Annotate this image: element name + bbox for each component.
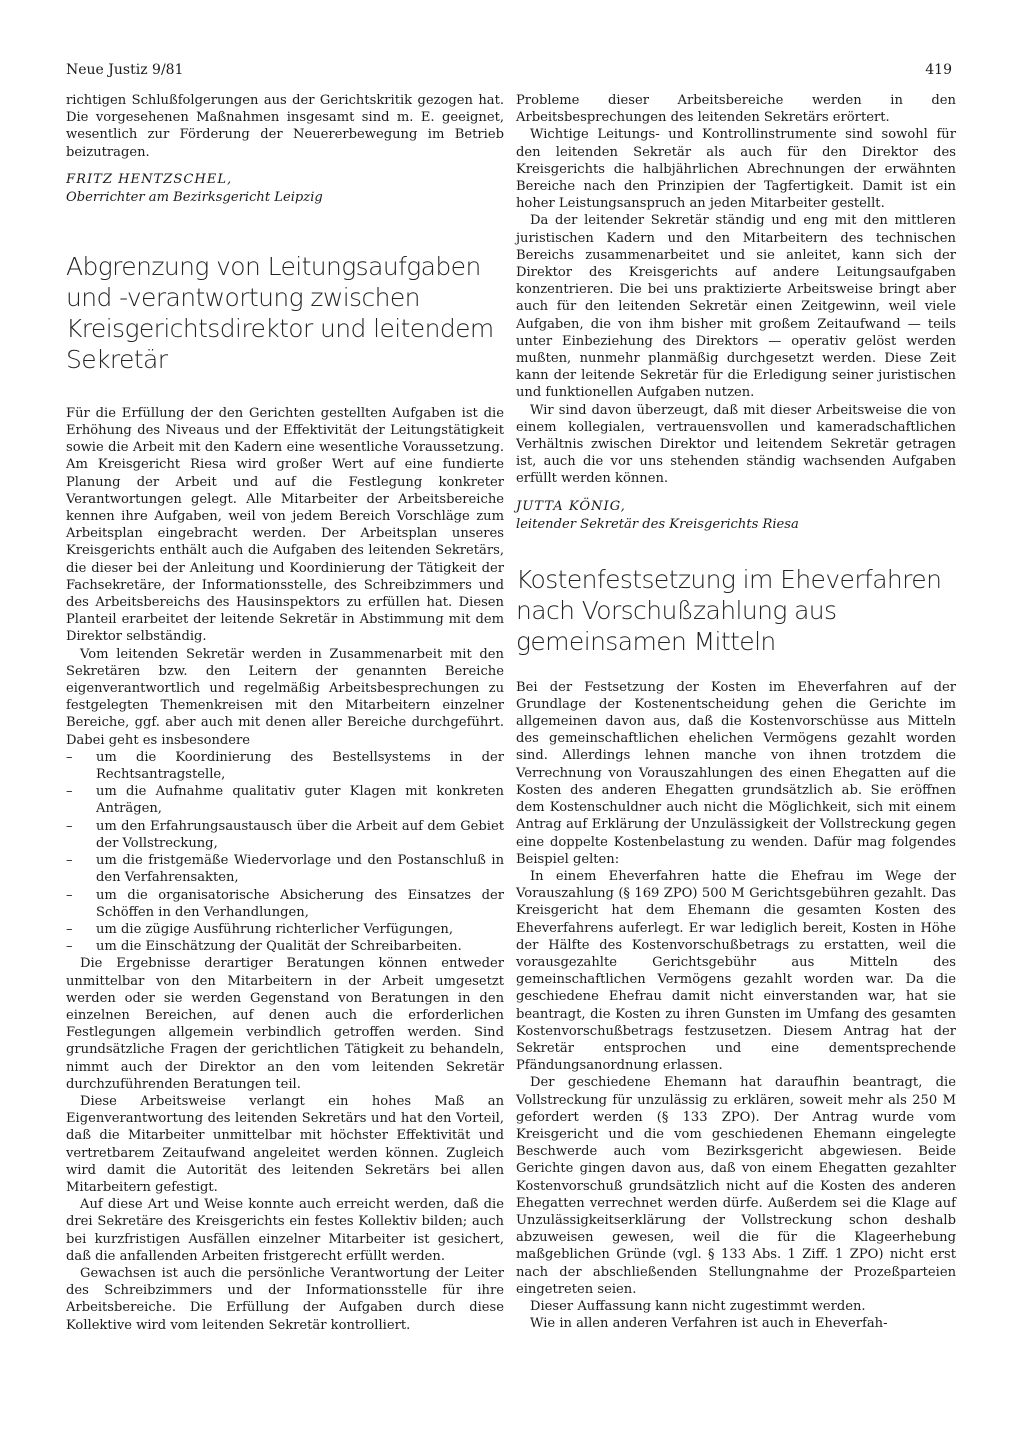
paragraph: Probleme dieser Arbeitsbereiche werden in den Arbeitsbesprechungen des leitenden Sekretärs erörtert. [516,93,956,126]
running-header [66,62,952,82]
author-role: leitender Sekretär des Kreisgerichts Riesa [516,516,799,532]
journal-issue: Neue Justiz 9/81 [66,62,184,78]
paragraph: Diese Arbeitsweise verlangt ein hohes Maß an Eigenverantwortung des leitenden Sekretärs und hat den Vorteil, daß die Mitarbeiter unmittelbar mit höchster Effektivität und vertretbarem Zeitaufwand angeleitet werden können. Zugleich wird damit die Autorität des leitenden Sekretärs bei allen Mitarbeitern gefestigt. [66,1093,504,1195]
list-item: – um die zügige Ausführung richterlicher Verfügungen, [66,921,504,938]
list-item: – um die organisatorische Absicherung des Einsatzes der Schöffen in den Verhandlungen, [66,887,504,921]
author-name: FRITZ HENTZSCHEL, [66,171,233,187]
paragraph: Dieser Auffassung kann nicht zugestimmt werden. [530,1298,866,1314]
page-number: 419 [925,62,952,78]
topic-list [66,749,504,955]
paragraph: In einem Eheverfahren hatte die Ehefrau im Wege der Vorauszahlung (§ 169 ZPO) 500 M Gerichtsgebühren gezahlt. Das Kreisgericht hat dem Ehemann die gesamten Kosten des Eheverfahrens auferlegt. Er war lediglich bereit, Kosten in Höhe der Hälfte des Kostenvorschußbetrags zu erstatten, weil die vorausgezahlte Gerichtsgebühr aus Mitteln des gemeinschaftlichen Vermögens gezahlt worden war. Da die geschiedene Ehefrau damit nicht einverstanden war, hat sie beantragt, die Kosten zu ihren Gunsten im Umfang des gesamten Kostenvorschußbetrags festzusetzen. Diesem Antrag hat der Sekretär entsprochen und eine dementsprechende Pfändungsanordnung erlassen. [516,868,956,1074]
list-item: – um die Einschätzung der Qualität der Schreibarbeiten. [66,938,504,955]
paragraph: Der geschiedene Ehemann hat daraufhin beantragt, die Vollstreckung für unzulässig zu erklären, soweit mehr als 250 M gefordert werden (§ 133 ZPO). Der Antrag wurde vom Kreisgericht und die vom geschiedenen Ehemann eingelegte Beschwerde auch vom Bezirksgericht abgewiesen. Beide Gerichte gingen davon aus, daß von einem Ehegatten gezahlter Kostenvorschuß grundsätzlich nicht auf die Kosten des anderen Ehegatten verrechnet werden dürfe. Außerdem sei die Klage auf Unzulässigkeitserklärung der Vollstreckung schon deshalb abzuweisen gewesen, weil die für die Klageerhebung maßgeblichen Gründe (vgl. § 133 Abs. 1 Ziff. 1 ZPO) nicht erst nach der abschließenden Stellungnahme der Prozeßparteien eingetreten seien. [516,1075,956,1297]
author-role: Oberrichter am Bezirksgericht Leipzig [66,189,323,205]
left-column [66,92,504,1334]
paragraph: Da der leitender Sekretär ständig und eng mit den mittleren juristischen Kadern und den Mitarbeitern des technischen Bereichs zusammenarbeitet und sie anleitet, kann sich der Direktor des Kreisgerichts auf andere Leitungsaufgaben konzentrieren. Die bei uns praktizierte Arbeitsweise bringt aber auch für den leitenden Sekretär einen Zeitgewinn, weil viele Aufgaben, die von ihm bisher mit großem Zeitaufwand — teils unter Einbeziehung des Direktors — operativ gelöst werden mußten, nunmehr planmäßig durchgesetzt werden. Diese Zeit kann der leitende Sekretär für die Erledigung seiner juristischen und funktionellen Aufgaben nutzen. [516,213,956,401]
paragraph: Auf diese Art und Weise konnte auch erreicht werden, daß die drei Sekretäre des Kreisgerichts ein festes Kollektiv bilden; auch bei kurzfristigen Ausfällen einzelner Mitarbeiter ist gesichert, daß die anfallenden Arbeiten fristgerecht erfüllt werden. [66,1197,504,1264]
paragraph: Vom leitenden Sekretär werden in Zusammenarbeit mit den Sekretären bzw. den Leitern der genannten Bereiche eigenverantwortlich und regelmäßig Arbeitsbesprechungen zu festgelegten Themenkreisen mit den Mitarbeitern einzelner Bereiche, ggf. aber auch mit denen aller Bereiche durchgeführt. Dabei geht es insbesondere [66,646,504,748]
paragraph: richtigen Schlußfolgerungen aus der Gerichtskritik gezogen hat. Die vorgesehenen Maßnahmen insgesamt sind m. E. geeignet, wesentlich zur Förderung der Neuererbewegung im Betrieb beizutragen. [66,93,504,160]
paragraph: Wir sind davon überzeugt, daß mit dieser Arbeitsweise die von einem kollegialen, vertrauensvollen und kameradschaftlichen Verhältnis zwischen Direktor und leitendem Sekretär getragen ist, auch die vor uns stehenden ständig wachsenden Aufgaben erfüllt werden können. [516,402,956,487]
paragraph: Gewachsen ist auch die persönliche Verantwortung der Leiter des Schreibzimmers und der Informationsstelle für ihre Arbeitsbereiche. Die Erfüllung der Aufgaben durch diese Kollektive wird vom leitenden Sekretär kontrolliert. [66,1265,504,1333]
right-column [516,92,956,1332]
author-signature [66,171,504,207]
author-name: JUTTA KÖNIG, [516,498,626,514]
list-item: – um die fristgemäße Wiedervorlage und den Postanschluß in den Verfahrensakten, [66,852,504,886]
paragraph: Bei der Festsetzung der Kosten im Eheverfahren auf der Grundlage der Kostenentscheidung gehen die Gerichte im allgemeinen davon aus, daß die Kostenvorschüsse aus Mitteln des gemeinschaftlichen ehelichen Vermögens gezahlt worden sind. Allerdings lehnen manche von ihnen trotzdem die Verrechnung von Vorauszahlungen des einen Ehegatten auf die Kosten des anderen Ehegatten grundsätzlich ab. Sie eröffnen dem Kostenschuldner auch nicht die Möglichkeit, sich mit einem Antrag auf Erklärung der Unzulässigkeit der Vollstreckung gegen eine doppelte Kostenbelastung zu wenden. Dafür mag folgendes Beispiel gelten: [516,679,956,867]
paragraph: Die Ergebnisse derartiger Beratungen können entweder unmittelbar von den Mitarbeitern in der Arbeit umgesetzt werden oder sie werden Gegenstand von Beratungen in den einzelnen Bereichen, auf denen auch die erforderlichen Festlegungen allgemein verbindlich getroffen werden. Sind grundsätzliche Fragen der gerichtlichen Tätigkeit zu behandeln, nimmt auch der Direktor an den vom leitenden Sekretär durchzuführenden Beratungen teil. [66,956,504,1092]
paragraph: Wichtige Leitungs- und Kontrollinstrumente sind sowohl für den leitenden Sekretär als auch für den Direktor des Kreisgerichts die halbjährlichen Abrechnungen der erwähnten Bereiche nach den Prinzipien der Tagfertigkeit. Damit ist ein hoher Leistungsanspruch an jeden Mitarbeiter gestellt. [516,127,956,212]
paragraph: Wie in allen anderen Verfahren ist auch in Eheverfah- [530,1316,888,1332]
article-title: Abgrenzung von Leitungsaufgaben und -verantwortung zwischen Kreisgerichtsdirektor und leitendem Sekretär [66,251,494,374]
author-signature [516,498,956,534]
article-title: Kostenfestsetzung im Eheverfahren nach Vorschußzahlung aus gemeinsamen Mitteln [516,564,942,656]
paragraph: Für die Erfüllung der den Gerichten gestellten Aufgaben ist die Erhöhung des Niveaus und der Effektivität der Leitungstätigkeit sowie die Arbeit mit den Kadern eine wesentliche Voraussetzung. Am Kreisgericht Riesa wird großer Wert auf eine fundierte Planung der Arbeit und auf die Festlegung konkreter Verantwortungen gelegt. Alle Mitarbeiter der Arbeitsbereiche kennen ihre Aufgaben, weil von jedem Bereich Vorschläge zum Arbeitsplan eingebracht werden. Der Arbeitsplan unseres Kreisgerichts enthält auch die Aufgaben des leitenden Sekretärs, die dieser bei der Anleitung und Koordinierung der Tätigkeit der Fachsekretäre, der Informationsstelle, des Schreibzimmers und des Arbeitsbereichs des Hausinspektors zu erfüllen hat. Diesen Planteil erarbeitet der leitende Sekretär in Abstimmung mit dem Direktor selbständig. [66,405,504,645]
list-item: – um den Erfahrungsaustausch über die Arbeit auf dem Gebiet der Vollstreckung, [66,818,504,852]
list-item: – um die Koordinierung des Bestellsystems in der Rechtsantragstelle, [66,749,504,783]
list-item: – um die Aufnahme qualitativ guter Klagen mit konkreten Anträgen, [66,783,504,817]
